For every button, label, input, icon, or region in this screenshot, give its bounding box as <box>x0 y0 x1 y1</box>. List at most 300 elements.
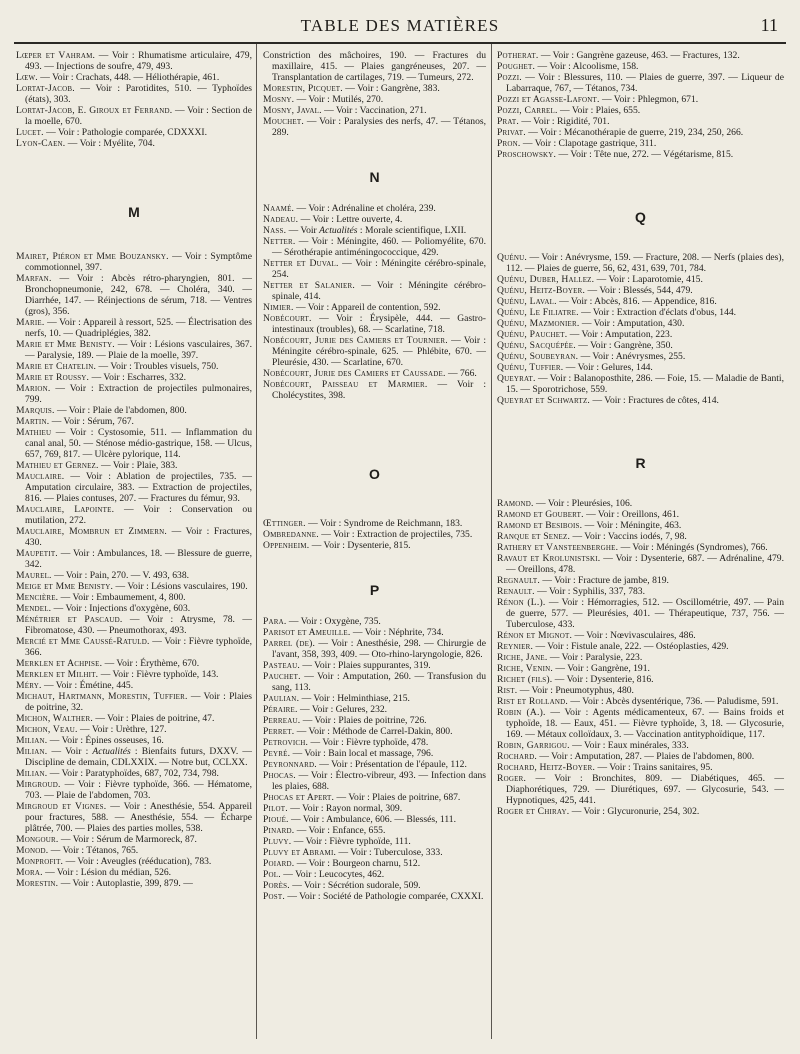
entry-author: Richet (fils). <box>497 674 553 685</box>
index-entry <box>16 471 252 504</box>
entry-text: — Voir : Dysenterie, 816. <box>552 674 654 685</box>
entry-text: — Voir : Helminthiase, 215. <box>299 693 410 704</box>
index-entry <box>263 94 486 105</box>
index-entry <box>497 663 784 674</box>
index-entry <box>263 83 486 94</box>
index-entry <box>497 307 784 318</box>
entry-author: Quénu, Soubeyran. <box>497 351 579 362</box>
entry-text: Constriction des mâchoires, 190. — Fractures du maxillaire, 415. — Plaies gangréneuses, 207. — Transplantation de cartilages, 719. — Tumeurs, 272. <box>263 50 486 83</box>
entry-author: Mencière. <box>16 592 59 603</box>
index-entry <box>497 318 784 329</box>
entry-text: — Voir : Méningite cérébro-spinale, 254. <box>272 258 486 280</box>
index-entry <box>16 251 252 273</box>
index-entry <box>497 50 784 61</box>
index-entry <box>263 214 486 225</box>
index-entry <box>16 581 252 592</box>
index-entry <box>497 274 784 285</box>
index-entry <box>263 660 486 671</box>
header-rule <box>14 42 786 44</box>
index-entry <box>497 696 784 707</box>
entry-author: Mauclaire, Lapointe. <box>16 504 115 515</box>
index-entry <box>16 801 252 834</box>
entry-author: Marion. <box>16 383 51 394</box>
entry-text: — Voir : Blessures, 110. — Plaies de guerre, 397. — Liqueur de Labarraque, 767, — Tétanos, 734. <box>506 72 784 94</box>
entry-author: Riche, Jane. <box>497 652 548 663</box>
entry-author: Marie et Roussy. <box>16 372 90 383</box>
index-entry <box>497 127 784 138</box>
index-entry <box>263 203 486 214</box>
entry-text: — Voir : Oxygène, 735. <box>286 616 381 627</box>
index-entry <box>263 792 486 803</box>
entry-author: Rochard. <box>497 751 537 762</box>
index-entry <box>497 116 784 127</box>
entry-author: Lœper et Vahram. <box>16 50 96 61</box>
entry-author: Ramond et Goubert. <box>497 509 584 520</box>
entry-author: Quénu, Tuffier. <box>497 362 564 373</box>
entry-text: — Voir : Phlegmon, 671. <box>599 94 699 105</box>
entry-author: Nobécourt, Paisseau et Marmier. <box>263 379 428 390</box>
index-entry <box>263 236 486 258</box>
index-entry <box>263 116 486 138</box>
index-entry <box>497 740 784 751</box>
entry-author: Quénu, Sacquépée. <box>497 340 576 351</box>
index-entry <box>16 614 252 636</box>
entry-text: — Voir : Urèthre, 127. <box>77 724 167 735</box>
entry-author: Rochard, Heitz-Boyer. <box>497 762 596 773</box>
entry-author: Poughet. <box>497 61 536 72</box>
index-entry <box>263 313 486 335</box>
entry-text: — Voir : Gangrène, 383. <box>342 83 440 94</box>
index-entry <box>263 704 486 715</box>
entry-text: — Voir : Fistule anale, 222. — Ostéoplasties, 429. <box>533 641 729 652</box>
index-entry <box>497 553 784 575</box>
index-entry <box>497 542 784 553</box>
entry-author: Reynier. <box>497 641 534 652</box>
entry-text: — Voir : Méningés (Syndromes), 766. <box>618 542 768 553</box>
index-entry <box>16 867 252 878</box>
index-entry <box>263 225 486 236</box>
entry-text: — Voir : Rhumatisme articulaire, 479, 493. — Injections de soufre, 479, 493. <box>25 50 252 72</box>
section-letter: N <box>369 169 380 185</box>
entry-text: — 766. <box>445 368 477 379</box>
entry-text: — Voir : Ambulances, 18. — Blessure de guerre, 342. <box>25 548 252 570</box>
entry-author: Ombredanne. <box>263 529 319 540</box>
entry-text: — Voir : Fracture de jambe, 819. <box>540 575 669 586</box>
entry-author: Michon, Walther. <box>16 713 93 724</box>
entry-author: Meige et Mme Benisty. <box>16 581 114 592</box>
entry-author: Pozzi et Agasse-Lafont. <box>497 94 600 105</box>
entry-author: Nimier. <box>263 302 294 313</box>
entry-text: — Voir : Lésions vasculaires, 190. <box>113 581 248 592</box>
entry-text: — Voir : Méningite, 463. <box>582 520 682 531</box>
index-entry <box>16 592 252 603</box>
entry-text: — Voir : Blessés, 544, 479. <box>585 285 693 296</box>
entry-author: Morestin, Picquet. <box>263 83 343 94</box>
index-entry <box>263 737 486 748</box>
entry-text: — Voir : Plaies, 655. <box>557 105 641 116</box>
section-letter: P <box>369 582 380 598</box>
entry-text: — Voir : Amputation, 260. — Transfusion du sang, 113. <box>272 671 486 693</box>
entry-text: — Voir : Anévrysme, 159. — Fracture, 208. — Nerfs (plaies des), 112. — Plaies de guerre, 56, 62, 431, 639, 701, 784. <box>506 252 784 274</box>
entry-text: — Voir : Hémorragies, 512. — Oscillométrie, 497. — Pain de guerre, 577. — Pleurésies, 401. — Thérapeutique, 737, 756. — Tuberculose, 433. <box>506 597 784 630</box>
entry-text: — Voir : Pathologie comparée, CDXXXI. <box>43 127 207 138</box>
entry-author: Quénu, Pauchet. <box>497 329 568 340</box>
index-entry <box>263 540 486 551</box>
entry-author: Parrel (de). <box>263 638 316 649</box>
index-entry <box>497 509 784 520</box>
entry-author: Maupetit. <box>16 548 58 559</box>
index-entry <box>263 891 486 902</box>
entry-text: — Voir : Extraction d'éclats d'obus, 144. <box>578 307 737 318</box>
entry-text: — Voir : Lésions vasculaires, 367. — Paralysie, 189. — Plaie de la moelle, 397. <box>25 339 252 361</box>
entry-author: Milian. <box>16 768 48 779</box>
entry-text: — Voir : Fièvre typhoïde, 143. <box>98 669 219 680</box>
index-entry <box>497 252 784 274</box>
entry-author: Pol. <box>263 869 281 880</box>
entry-text: — Voir : Bain local et massage, 796. <box>290 748 434 759</box>
entry-author: Queyrat et Schwartz. <box>497 395 591 406</box>
entry-text: — Voir : Méningite, 460. — Poliomyélite, 670. — Sérothérapie antiméningococcique, 429. <box>272 236 486 258</box>
page-header <box>0 0 800 46</box>
entry-text: — Voir : Lésion du médian, 526. <box>42 867 172 878</box>
entry-author: Regnault. <box>497 575 541 586</box>
entry-text: — Voir : Plaie de l'abdomen, 800. <box>54 405 187 416</box>
index-entry <box>497 685 784 696</box>
entry-author: Michon, Veau. <box>16 724 78 735</box>
entry-author: Nobécourt, Jurie des Camiers et Caussade. <box>263 368 446 379</box>
entry-author: Pauchet. <box>263 671 301 682</box>
index-entry <box>497 373 784 395</box>
entry-text: — Voir : Gangrène gazeuse, 463. — Fractures, 132. <box>538 50 740 61</box>
entry-author: Phocas et Apert. <box>263 792 335 803</box>
index-entry <box>16 746 252 768</box>
entry-text: — Voir : Pain, 270. — V. 493, 638. <box>51 570 190 581</box>
entry-text: — Voir : Sérum de Marmoreck, 87. <box>58 834 197 845</box>
entry-author: Renault. <box>497 586 535 597</box>
index-entry <box>497 72 784 94</box>
index-column-2 <box>263 50 486 902</box>
entry-text: — Voir : Amputation, 223. <box>567 329 673 340</box>
entry-author: Rist et Rolland. <box>497 696 569 707</box>
index-entry <box>497 149 784 160</box>
entry-author: Marquis. <box>16 405 55 416</box>
index-entry <box>16 603 252 614</box>
index-entry <box>16 548 252 570</box>
entry-author: Petrovich. <box>263 737 309 748</box>
entry-text: — Voir : Appareil à ressort, 525. — Électrisation des nerfs, 10. — Quadriplégies, 382. <box>25 317 252 339</box>
entry-author: Merklen et Achpise. <box>16 658 103 669</box>
entry-text: — Voir : Paralysies des nerfs, 47. — Tétanos, 289. <box>272 116 486 138</box>
entry-text: — Voir : Fièvre typhoïde, 478. <box>308 737 429 748</box>
index-entry <box>16 680 252 691</box>
entry-author: Quénu. <box>497 252 527 263</box>
entry-text: — Voir : Ambulance, 606. — Blessés, 111. <box>288 814 457 825</box>
index-entry <box>16 691 252 713</box>
entry-author: Perret. <box>263 726 295 737</box>
entry-author: Rathery et Vansteenberghe. <box>497 542 619 553</box>
entry-author: Pozzi, Carrel. <box>497 105 558 116</box>
entry-author: Pilot. <box>263 803 288 814</box>
index-entry <box>16 405 252 416</box>
index-entry <box>497 340 784 351</box>
entry-author: Potherat. <box>497 50 539 61</box>
index-entry <box>497 597 784 630</box>
entry-author: Ranque et Senez. <box>497 531 571 542</box>
entry-author: Mendel. <box>16 603 52 614</box>
entry-text: — Voir : Méningite cérébro-spinale, 414. <box>272 280 486 302</box>
index-entry <box>263 693 486 704</box>
entry-text: — Voir : Tétanos, 765. <box>48 845 139 856</box>
entry-author: Mosny, Javal. <box>263 105 322 116</box>
index-entry <box>497 806 784 817</box>
entry-author: Quénu, Duber, Hallez. <box>497 274 595 285</box>
entry-text: — Voir : Méthode de Carrel-Dakin, 800. <box>294 726 453 737</box>
entry-text: — Voir : Tuberculose, 333. <box>336 847 443 858</box>
section-letter: R <box>635 455 646 471</box>
index-entry <box>497 762 784 773</box>
index-entry <box>263 529 486 540</box>
entry-text: — Voir : Dysenterie, 687. — Adrénaline, 479. — Oreillons, 478. <box>506 553 784 575</box>
index-entry <box>263 379 486 401</box>
entry-text: — Voir : Néphrite, 734. <box>350 627 444 638</box>
entry-author: Naamé. <box>263 203 295 214</box>
entry-text: — Voir : Abcès rétro-pharyngien, 801. — Bronchopneumonie, 242, 678. — Choléra, 340. — Diarrhée, 147. — Réinjections de sérum, 718. — Ventres (gros), 356. <box>25 273 252 317</box>
entry-author: Pluvy et Abrami. <box>263 847 337 858</box>
entry-author: Netter et Duval. <box>263 258 339 269</box>
entry-text: — Voir : Gelures, 232. <box>297 704 388 715</box>
entry-text: — Voir : Injections d'oxygène, 603. <box>51 603 191 614</box>
entry-text: — Voir : Pleurésies, 106. <box>533 498 633 509</box>
index-entry <box>263 518 486 529</box>
entry-text: — Voir : Rigidité, 701. <box>518 116 610 127</box>
entry-author: Netter et Salanier. <box>263 280 355 291</box>
entry-text: — Voir : Leucocytes, 462. <box>280 869 385 880</box>
index-column-1 <box>16 50 252 889</box>
entry-text: — Voir : Mécanothérapie de guerre, 219, 234, 250, 266. <box>525 127 744 138</box>
index-entry <box>16 50 252 72</box>
index-entry <box>497 138 784 149</box>
entry-text: — Voir : <box>47 746 93 757</box>
entry-author: Nadeau. <box>263 214 299 225</box>
index-entry <box>497 61 784 72</box>
entry-text: — Voir : Atrysme, 78. — Fibromatose, 430. — Pneumothorax, 493. <box>25 614 252 636</box>
index-entry <box>263 368 486 379</box>
entry-author: Péraire. <box>263 704 298 715</box>
entry-author: Nass. <box>263 225 287 236</box>
index-entry <box>497 285 784 296</box>
entry-author: Mirgroud et Vignes. <box>16 801 107 812</box>
entry-text: — Voir : Plaie, 383. <box>98 460 178 471</box>
entry-text: — Voir : Clapotage gastrique, 311. <box>520 138 657 149</box>
entry-text: — Voir : Laparotomie, 415. <box>594 274 703 285</box>
index-entry <box>497 329 784 340</box>
index-entry <box>497 751 784 762</box>
entry-text: — Voir : Oreillons, 461. <box>583 509 680 520</box>
index-entry <box>16 713 252 724</box>
index-entry <box>16 383 252 405</box>
entry-author: Marie. <box>16 317 45 328</box>
entry-author: Poiard. <box>263 858 295 869</box>
index-entry <box>497 94 784 105</box>
entry-author: Michaut, Hartmann, Morestin, Tuffier. <box>16 691 188 702</box>
entry-text: — Voir : Fractures de côtes, 414. <box>590 395 719 406</box>
section-letter: M <box>128 204 140 220</box>
column-divider <box>491 44 492 1039</box>
entry-author: Perreau. <box>263 715 301 726</box>
entry-text: — Voir : Parotidites, 510. — Typhoïdes (états), 303. <box>25 83 252 105</box>
entry-text: — Voir : Sérum, 767. <box>49 416 134 427</box>
entry-author: Robin (A.). <box>497 707 546 718</box>
entry-text: — Voir : Paralysie, 223. <box>547 652 643 663</box>
entry-text: — Voir : Cholécystites, 398. <box>272 379 486 401</box>
entry-author: Paulian. <box>263 693 300 704</box>
entry-text: — Voir : Vaccination, 271. <box>321 105 427 116</box>
entry-author: Quénu, Le Filiatre. <box>497 307 579 318</box>
entry-author: Merklen et Milhit. <box>16 669 99 680</box>
entry-text: — Voir : Crachats, 448. — Héliothérapie, 461. <box>37 72 220 83</box>
entry-author: Queyrat. <box>497 373 536 384</box>
entry-author: Monprofit. <box>16 856 64 867</box>
index-column-3 <box>497 50 784 817</box>
section-letter: Q <box>635 209 646 225</box>
entry-text: — Voir : Anesthésie, 298. — Chirurgie de l'avant, 358, 393, 409. — Oto-rhino-laryngologie, 826. <box>272 638 486 660</box>
entry-author: Marie et Chatelin. <box>16 361 97 372</box>
entry-author: Quénu, Heitz-Boyer. <box>497 285 586 296</box>
entry-author: Mauclaire. <box>16 471 65 482</box>
entry-author: Para. <box>263 616 287 627</box>
entry-author: Mathieu et Gernez. <box>16 460 99 471</box>
entry-text: — Voir : Glycuronurie, 254, 302. <box>569 806 700 817</box>
index-entry <box>497 362 784 373</box>
entry-author: Riche, Venin. <box>497 663 553 674</box>
entry-text: — Voir : Plaies de poitrine, 32. <box>25 691 252 713</box>
entry-text: — Voir : Aveugles (rééducation), 783. <box>63 856 212 867</box>
index-entry <box>16 658 252 669</box>
entry-text: — Voir : Paratyphoïdes, 687, 702, 734, 798. <box>47 768 219 779</box>
entry-text: — Voir : Fièvre typhoïde, 366. — Hématome, 703. — Plaie de l'abdomen, 703. <box>25 779 252 801</box>
index-entry <box>497 351 784 362</box>
index-entry <box>16 361 252 372</box>
entry-author: Roger et Chiray. <box>497 806 570 817</box>
entry-text: — Voir : Bronchites, 809. — Diabétiques, 465. — Diaphorétiques, 729. — Diurétiques, 697. — Glycosurie, 543. — Hypnotiques, 425, 441. <box>506 773 784 806</box>
index-entry <box>497 575 784 586</box>
entry-italic-text: Actualités <box>92 746 131 757</box>
entry-text: — Voir : Abcès dysentérique, 736. — Paludisme, 591. <box>568 696 779 707</box>
index-entry <box>263 836 486 847</box>
index-entry <box>497 586 784 597</box>
index-entry <box>16 339 252 361</box>
column-divider <box>256 44 257 1039</box>
index-entry <box>497 520 784 531</box>
index-entry <box>497 498 784 509</box>
entry-text: — Voir : Alcoolisme, 158. <box>535 61 639 72</box>
entry-text: — Voir : Enfance, 655. <box>294 825 386 836</box>
entry-text: — Voir : Embaumement, 4, 800. <box>58 592 186 603</box>
entry-author: Mora. <box>16 867 43 878</box>
entry-text: — Voir : Présentation de l'épaule, 112. <box>316 759 467 770</box>
entry-author: Post. <box>263 891 285 902</box>
index-entry <box>497 641 784 652</box>
index-entry <box>16 669 252 680</box>
entry-text: — Voir : Société de Pathologie comparée, CXXXI. <box>284 891 484 902</box>
entry-italic-text: Actualités <box>319 225 358 236</box>
index-entry <box>263 869 486 880</box>
entry-author: Ramond. <box>497 498 534 509</box>
index-entry <box>16 779 252 801</box>
entry-author: Marie et Mme Benisty. <box>16 339 115 350</box>
entry-text: — Voir : Gangrène, 191. <box>553 663 650 674</box>
entry-author: Mirgroud. <box>16 779 61 790</box>
entry-author: Rénon (L.). <box>497 597 546 608</box>
index-entry <box>263 627 486 638</box>
entry-author: Mathieu <box>16 427 52 438</box>
entry-author: Peyronnard. <box>263 759 317 770</box>
index-entry <box>16 273 252 317</box>
entry-text: — Voir : Escharres, 332. <box>89 372 187 383</box>
entry-text: — Voir : Cystosomie, 511. — Inflammation du canal anal, 50. — Sténose médio-gastrique, 158. — Ulcus, 657, 769, 817. — Ulcère pylorique, 114. <box>25 427 252 460</box>
entry-author: Privat. <box>497 127 526 138</box>
index-entry <box>16 83 252 105</box>
entry-author: Roger. <box>497 773 527 784</box>
index-entry <box>16 768 252 779</box>
entry-author: Pasteau. <box>263 660 300 671</box>
entry-text: — Voir : Extraction de projectiles pulmonaires, 799. <box>25 383 252 405</box>
entry-text: — Voir : Gelures, 144. <box>563 362 653 373</box>
entry-author: Pioué. <box>263 814 289 825</box>
index-entry <box>16 845 252 856</box>
entry-author: Quénu, Laval. <box>497 296 557 307</box>
entry-author: Netter. <box>263 236 296 247</box>
entry-author: Milian. <box>16 746 48 757</box>
entry-text: — Voir : Symptôme commotionnel, 397. <box>25 251 252 273</box>
entry-author: Pluvy. <box>263 836 292 847</box>
entry-author: Morestin. <box>16 878 59 889</box>
entry-text: — Voir : Appareil de contention, 592. <box>293 302 441 313</box>
entry-author: Mairet, Piéron et Mme Bouzansky. <box>16 251 169 262</box>
entry-text: — Voir : Adrénaline et choléra, 239. <box>294 203 436 214</box>
index-entry <box>497 296 784 307</box>
entry-text: — Voir : Fièvre typhoïde, 111. <box>291 836 411 847</box>
entry-author: Lortat-Jacob. <box>16 83 75 94</box>
index-entry <box>16 878 252 889</box>
entry-text: — Voir : Balanoposthite, 286. — Foie, 15. — Maladie de Banti, 15. — Sporotrichose, 559. <box>506 373 784 395</box>
entry-text: — Voir : Tête nue, 272. — Végétarisme, 815. <box>556 149 734 160</box>
index-entry <box>263 715 486 726</box>
index-entry <box>497 395 784 406</box>
entry-text: — Voir : Autoplastie, 399, 879. — <box>58 878 193 889</box>
entry-text: — Voir : Sécrétion sudorale, 509. <box>289 880 421 891</box>
index-entry <box>263 748 486 759</box>
index-entry <box>263 671 486 693</box>
entry-author: Lucet. <box>16 127 44 138</box>
entry-author: Mauclaire, Mombrun et Zimmern. <box>16 526 168 537</box>
entry-author: Lœw. <box>16 72 38 83</box>
entry-text: — Voir : Dysenterie, 815. <box>309 540 411 551</box>
index-entry <box>16 570 252 581</box>
index-entry <box>16 526 252 548</box>
entry-author: Maurel. <box>16 570 52 581</box>
index-entry <box>263 825 486 836</box>
entry-text: — Voir : Plaies de poitrine, 726. <box>300 715 427 726</box>
index-entry <box>497 531 784 542</box>
entry-text: — Voir : Rayon normal, 309. <box>287 803 403 814</box>
entry-text: — Voir : Amputation, 287. — Plaies de l'abdomen, 800. <box>536 751 755 762</box>
index-entry <box>263 814 486 825</box>
index-entry <box>16 460 252 471</box>
index-entry <box>497 707 784 740</box>
index-entry <box>16 372 252 383</box>
index-entry <box>497 105 784 116</box>
